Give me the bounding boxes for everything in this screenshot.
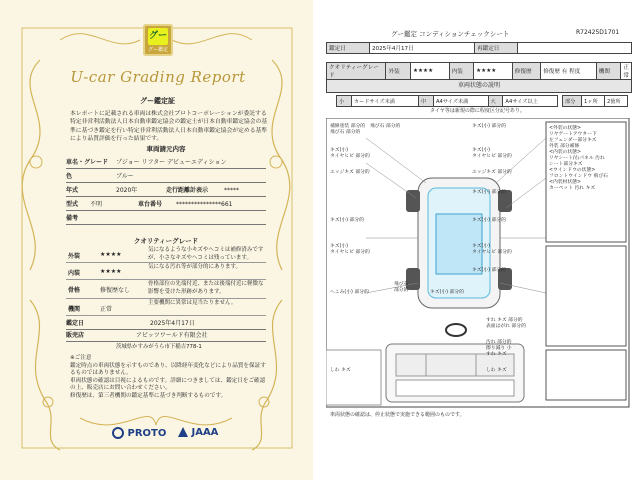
grade-stars: ★★★★ [100, 251, 122, 258]
label-rear-center: キズ(小) 部分的 [430, 290, 464, 295]
label-rear-left: へこみ(小) 部分的 [330, 290, 369, 295]
badge-label: グー鑑定 [147, 47, 168, 53]
side-note: <内装材状態> [549, 180, 582, 185]
note-item: 修復歴は、第三者機関の鑑定基準に基づき判断するものです。 [70, 392, 227, 399]
side-notes [549, 126, 627, 192]
label-right-rear: キズ(小) 部分的 [472, 218, 506, 223]
row-value-2: ***************661 [176, 201, 233, 208]
grade-desc: 骨格部位の先端付近、または後端付近に軽微な影響を受けた形跡があります。 [148, 281, 264, 295]
grade-label: 外装 [68, 253, 81, 260]
grade-label: 骨格 [68, 287, 81, 294]
side-note: カーペット 汚れ キズ [549, 186, 596, 191]
notes [70, 355, 270, 401]
label-interior-2: 汚れ 部分的 擦り減り 小 すれ キズ [486, 340, 512, 357]
grade-desc: 気になるような小キズやへコミは補修済みですが、小さなキズやヘコミは残っています。 [148, 247, 264, 261]
redate-value [518, 43, 632, 54]
grade-label: 機関 [68, 306, 81, 313]
grade-stars: 修復歴なし [100, 287, 131, 294]
size-card: カードサイズ未満 [351, 96, 418, 107]
row-value: 茨城県かすみがうら市下稲吉778-1 [116, 344, 202, 350]
count-2: 2箇所 [604, 96, 627, 107]
date-label: 鑑定日 [327, 43, 370, 54]
row-label: 販売店 [66, 332, 85, 339]
label-left-front: キズ(小) タイヤヒビ 部分的 [330, 148, 370, 159]
size-large: 大 [488, 96, 503, 107]
redate-label: 再鑑定日 [475, 43, 518, 54]
row-label: 年式 [66, 187, 79, 194]
note-item: 鑑定時点の車両状態を示すものであり、以降経年変化などにより品質を保証するものではありません。 [70, 362, 266, 377]
vehicle-row-year [66, 185, 266, 197]
exterior-label: 外装 [386, 63, 411, 80]
certificate-title: グー鑑定証 [140, 97, 175, 105]
jaaa-mark-icon [178, 427, 188, 437]
grade-label: クオリティーグレード [327, 63, 386, 80]
goo-badge-logo [143, 24, 173, 56]
vehicle-row-remarks [66, 213, 266, 225]
count-label: 部分 [563, 96, 582, 107]
row-value: アビッツワールド有限会社 [136, 332, 208, 339]
size-small: 小 [337, 96, 352, 107]
note-item: 車両状態の確認は目視によるものです。詳細につきましては、鑑定日をご確認の上、販売店にお問い合わせください。 [70, 377, 266, 392]
state-title: 車両状態の説明 [326, 79, 632, 93]
grade-row-engine [66, 300, 266, 316]
address-row [66, 342, 266, 353]
size-legend-table [336, 95, 558, 107]
side-note: シート部分キズ [549, 162, 583, 167]
label-right-door: エッジキズ 部分的 [472, 170, 512, 175]
label-left-door: エッジキズ 部分的 [330, 170, 370, 175]
row-value-2: ***** [224, 187, 239, 194]
row-label-2: 車台番号 [138, 201, 163, 208]
engine-value: 正常 [621, 63, 632, 80]
size-a4over: A4サイズ以上 [503, 96, 558, 107]
grade-desc: 主要機関に異常は見当たりません。 [148, 300, 237, 306]
label-right-tire: キズ(小) タイヤヒビ 部分的 [472, 244, 512, 255]
grade-summary-table [326, 62, 632, 80]
quality-section-title: クオリティーグレード [133, 237, 199, 245]
label-left-tire: キズ(小) タイヤヒビ 部分的 [330, 244, 370, 255]
row-label: 鑑定日 [66, 320, 85, 327]
grade-desc: 気になる汚れ等が部分的にあります。 [148, 264, 242, 270]
date-value: 2025年4月17日 [370, 43, 475, 54]
date-row [66, 318, 266, 330]
label-right-mid: キズ(小) 部分的 [472, 190, 506, 195]
proto-logo [112, 427, 166, 439]
grade-label: 内装 [68, 270, 81, 277]
grade-row-interior [66, 264, 266, 280]
vehicle-row-color [66, 171, 266, 183]
size-medium: 中 [419, 96, 434, 107]
label-front-right: キズ(小) 部分的 [472, 124, 506, 129]
sheet-title: グー鑑定 コンディションチェックシート [391, 30, 510, 38]
row-value: 不明 [90, 201, 103, 208]
label-right-front: キズ(小) タイヤヒビ 部分的 [472, 148, 512, 159]
vehicle-section-title: 車両請元内容 [146, 145, 186, 153]
row-label: 型式 [66, 201, 79, 208]
exterior-stars: ★★★★ [411, 63, 450, 80]
label-rear-right: キズ(小) 部分的 [472, 268, 506, 273]
badge-text: グー [148, 28, 168, 45]
grade-stars: 正常 [100, 306, 113, 313]
script-title: U-car Grading Report [70, 68, 246, 86]
side-note: フロントウインドウ 飛び石 [549, 174, 608, 179]
notes-title: ※ご注意 [70, 355, 92, 361]
grading-certificate [0, 0, 313, 480]
side-note: 左フェンダー部分キズ [549, 138, 597, 143]
side-note: <ウインドウの状態> [549, 168, 596, 173]
intro-text: 本レポートに記載される車両は株式会社プロトコーポレーションが委託する特定非営利活動法人日本自動車鑑定協会の鑑定士が日本自動車鑑定協会の基準に基づき鑑定を行い特定非営利活動法人日本自動車鑑定協会が定める基準により品質評価を行った結果です。 [70, 111, 268, 143]
interior-stars: ★★★★ [474, 63, 513, 80]
count-1: 1ヶ所 [581, 96, 604, 107]
side-note: リヤシート/右パネル 汚れ [549, 156, 605, 161]
row-value: ブルー [116, 173, 134, 180]
label-interior-3: しわ キズ [330, 368, 351, 373]
row-value: 2020年 [116, 187, 138, 194]
sheet-code: R72425D1701 [576, 29, 620, 36]
row-value: 2025年4月17日 [150, 320, 195, 327]
grade-row-exterior [66, 247, 266, 263]
row-value: プジョー リフター デビューエディション [116, 159, 227, 166]
frame-label: 修復歴 [512, 63, 540, 80]
vehicle-row-model [66, 199, 266, 211]
legend-description: タイヤ等は新規の際に程度区分記号あり。 [430, 108, 525, 114]
side-note: 外装 部分補修 [549, 144, 580, 149]
label-left-rear: キズ(小) 部分的 [330, 218, 364, 223]
label-front-left: 補修塗装 部分的 飛び石 部分的 [330, 124, 366, 135]
size-a4: A4サイズ未満 [434, 96, 489, 107]
engine-label: 機関 [596, 63, 621, 80]
count-legend-table [562, 95, 628, 107]
sheet-header-table [326, 42, 632, 54]
side-note: <内装の状態> [549, 150, 582, 155]
proto-logo-text: PROTO [127, 428, 167, 439]
label-interior-4: しわ キズ [486, 368, 507, 373]
row-label: 備考 [66, 215, 79, 222]
label-rear-glass: 飛び石 部分的 [394, 282, 409, 293]
side-note: <外装の状態> [549, 126, 582, 131]
sheet-footnote: 車両状態の確認は、停止状態で実施できる範囲のものです。 [330, 412, 465, 418]
label-interior-1: すれ キズ 部分的 表面はがれ 部分的 [486, 318, 526, 329]
row-label: 車名・グレード [66, 159, 109, 166]
frame-value: 修復歴 有 程度 [541, 63, 597, 80]
side-note: リヤゲートアウター下 [549, 132, 597, 137]
row-label-2: 走行距離計表示 [166, 187, 209, 194]
label-hood: 飛び石 部分的 [370, 124, 401, 129]
row-label: 色 [66, 173, 73, 180]
jaaa-logo-text: JAAA [191, 427, 219, 438]
jaaa-logo [178, 427, 218, 438]
grade-row-frame [66, 281, 266, 299]
vehicle-row-name [66, 157, 266, 169]
shop-row [66, 330, 266, 342]
interior-label: 内装 [449, 63, 474, 80]
grade-stars: ★★★★ [100, 268, 122, 275]
proto-mark-icon [112, 427, 124, 439]
